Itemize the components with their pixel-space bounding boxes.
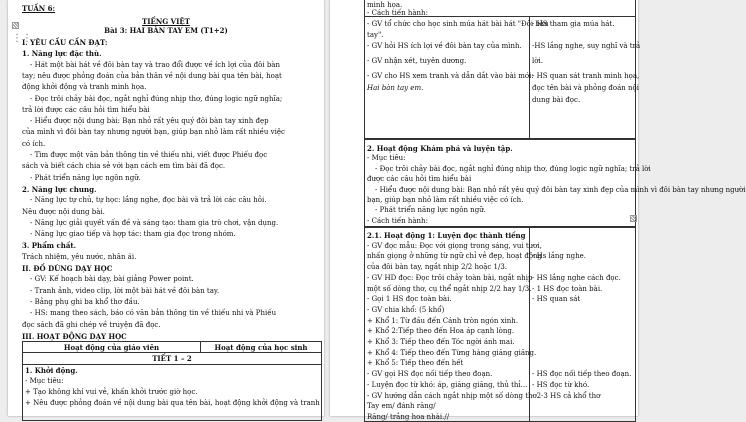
teacher-cell: - Luyện đọc từ khó: áp, giăng giăng, thủ thỉ... (367, 380, 528, 389)
body-line: - Hiểu được nội dung bài: Bạn nhỏ rất yêu quý đôi bàn tay xinh đẹp (30, 117, 269, 126)
teacher-cell: - GV HD đọc: Đọc trôi chảy toàn bài, ngắt nhịp (367, 273, 533, 282)
body-line: được các câu hỏi tìm hiểu bài (367, 175, 472, 184)
section-heading: 1. Năng lực đặc thù. (22, 49, 102, 59)
body-line: của mình vì đôi bàn tay nhưng người bạn, giúp bạn nhỏ làm rất nhiều việc (22, 128, 285, 137)
teacher-cell: tay". (367, 31, 384, 39)
week-title: TUẦN 6: (22, 4, 56, 13)
teacher-cell: của đôi bàn tay, ngắt nhịp 2/2 hoặc 1/3. (367, 263, 508, 272)
section-heading: II. ĐỒ DÙNG DẠY HỌC (22, 264, 113, 273)
teacher-cell: - GV hỏi HS ích lợi về đôi bàn tay của mình. (367, 42, 522, 50)
student-cell: - HS lắng nghe cách đọc. (532, 273, 621, 282)
teacher-cell: - GV chia khổ: (5 khổ) (367, 305, 445, 314)
body-line: đọc sách đã ghi chép về truyện đã đọc. (22, 320, 161, 329)
student-cell: lời. (532, 57, 543, 65)
student-cell: - HS quan sát (532, 295, 581, 304)
teacher-cell: - Gọi 1 HS đọc toàn bài. (367, 295, 452, 304)
teacher-cell: + Khổ 4: Tiếp theo đến Từng hàng giăng giăng. (367, 348, 537, 357)
student-cell: đọc tên bài và phỏng đoán nội (532, 84, 639, 92)
body-line: có ích. (22, 139, 46, 148)
student-cell: - 2-3 HS cả khổ thơ (532, 391, 601, 400)
body-line: - Phát triển năng lực ngôn ngữ. (30, 173, 141, 182)
body-line: tay; nêu được phỏng đoán của bản thân về nội dung bài qua tên bài, hoạt (22, 71, 282, 80)
student-cell: -HS lắng nghe, suy nghĩ và trả (532, 42, 641, 50)
teacher-cell: - GV tổ chức cho học sinh múa hát bài hát "Đôi bàn (367, 20, 549, 28)
teacher-cell: Hai bàn tay em. (367, 84, 424, 92)
body-line: - Tìm được một văn bản thông tin về thiếu nhi, viết được Phiếu đọc (30, 151, 268, 159)
teacher-cell: - GV hướng dẫn cách ngắt nhịp một số dòng thơ. (367, 391, 539, 400)
body-line: - GV: Kế hoạch bài dạy, bài giảng Power point. (30, 275, 194, 284)
section-heading: III. HOẠT ĐỘNG DẠY HỌC (22, 331, 127, 341)
teacher-cell: minh họa. (367, 1, 403, 9)
teacher-cell: nhấn giọng ở những từ ngữ chỉ vẻ đẹp, hoạt động (367, 252, 543, 261)
body-line: - HS: mang theo sách, báo có văn bản thông tin về thiếu nhi và Phiếu (30, 309, 277, 318)
body-line: Trách nhiệm, yêu nước, nhân ái. (22, 252, 137, 261)
body-line: - Cách tiến hành: (367, 216, 428, 225)
body-line: bạn, giúp bạn nhỏ làm rất nhiều việc có ích. (367, 196, 524, 204)
table-row: + Tạo không khí vui vẻ, khấn khởi trước giờ học. (25, 388, 198, 396)
col-student-header: Hoạt động của học sinh (214, 343, 308, 352)
teacher-cell: - GV đọc mẫu: Đọc với giọng trong sáng, vui tươi, (367, 241, 542, 250)
table-part-2 (364, 227, 636, 422)
teacher-cell: + Khổ 5: Tiếp theo đến hết (367, 359, 464, 368)
body-line: sách và biết cách chia sẻ với bạn cách em tìm bài đã đọc. (22, 162, 226, 171)
section-heading: I. YÊU CẦU CẦN ĐẠT: (22, 38, 108, 47)
teacher-cell: 2.1. Hoạt động 1: Luyện đọc thành tiếng (367, 231, 526, 240)
table-row: - Mục tiêu: (25, 377, 64, 385)
teacher-cell: + Khổ 3: Tiếp theo đến Tóc ngời ánh mai. (367, 338, 515, 346)
body-line: - Đọc trôi chảy bài đọc, ngắt nghỉ đúng nhịp thơ, đúng logic ngữ nghĩa; trả lời (375, 164, 651, 173)
body-line: động khởi động và tranh minh họa. (22, 83, 147, 92)
teacher-cell: - GV gọi HS đọc nối tiếp theo đoạn. (367, 370, 493, 379)
table-part-1 (364, 0, 641, 139)
body-line: - Năng lực giao tiếp và hợp tác: tham gia đọc trong nhóm. (30, 230, 236, 239)
body-line: - Năng lực giải quyết vấn đề và sáng tạo: tham gia trò chơi, vận dụng. (30, 218, 279, 227)
teacher-cell: Tay em/ đánh răng/ (367, 402, 436, 411)
section-heading: 2. Năng lực chung. (22, 184, 97, 194)
left-page (8, 0, 324, 416)
student-cell: - 1 HS đọc toàn bài. (532, 284, 603, 293)
table-row: + Nêu được phỏng đoán về nội dung bài qua tên bài, hoạt động khởi động và tranh (25, 399, 320, 407)
right-page (330, 0, 746, 421)
teacher-cell: - GV cho HS xem tranh và dẫn dắt vào bài mới: (367, 72, 534, 80)
section-heading: 3. Phẩm chất. (22, 241, 77, 251)
teacher-cell: - Cách tiến hành: (367, 9, 428, 17)
teacher-cell: + Khổ 1: Từ đầu đến Cánh tròn ngón xinh. (367, 316, 519, 325)
body-line: - Hiểu được nội dung bài: Bạn nhỏ rất yêu quý đôi bàn tay xinh đẹp của mình vì đôi bàn tay nhưng người (375, 185, 746, 194)
body-line: - Tranh ảnh, video clip, lời một bài hát về đôi bàn tay. (30, 286, 220, 295)
resize-icon[interactable] (630, 215, 637, 222)
teacher-cell: - GV nhận xét, tuyên dương. (367, 57, 467, 65)
body-line: - Đọc trôi chảy bài đọc, ngắt nghỉ đúng nhịp thơ, đúng logic ngữ nghĩa; (30, 94, 283, 103)
section-2-box (364, 139, 746, 227)
table-row: 1. Khởi động. (25, 366, 78, 375)
drag-handle-icon[interactable]: ⋮⋮ (12, 33, 32, 44)
period-label: TIẾT 1 – 2 (152, 354, 192, 363)
body-line: - Năng lực tự chủ, tự học: lắng nghe, đọc bài và trả lời các câu hỏi. (30, 196, 267, 205)
lesson-title: Bài 3: HAI BÀN TAY EM (T1+2) (104, 26, 228, 35)
teacher-cell: Răng/ trắng hoa nhài.// (367, 412, 450, 421)
body-line: Nêu được nội dung bài. (22, 207, 105, 216)
student-cell: dung bài đọc. (532, 96, 581, 104)
body-line: - Phát triển năng lực ngôn ngữ. (375, 206, 486, 215)
col-teacher-header: Hoạt động của giáo viên (63, 343, 160, 352)
activity-table (22, 341, 322, 421)
student-cell: - HS tham gia múa hát. (532, 20, 615, 28)
body-line: - Mục tiêu: (367, 154, 406, 163)
body-line: - Hát một bài hát về đôi bàn tay và trao đổi được về ích lợi của đôi bàn (30, 60, 280, 69)
student-cell: - HS đọc nối tiếp theo đoạn. (532, 370, 632, 379)
body-line: - Bảng phụ ghi ba khổ thơ đầu. (30, 297, 140, 306)
teacher-cell: + Khổ 2:Tiếp theo đến Hoa áp cạnh lòng. (367, 327, 515, 336)
student-cell: - HS đọc từ khó. (532, 380, 590, 389)
body-line: trả lời được các câu hỏi tìm hiểu bài (22, 105, 150, 114)
section-heading: 2. Hoạt động Khám phá và luyện tập. (367, 144, 513, 153)
subject-title: TIẾNG VIỆT (142, 17, 190, 26)
student-cell: - HS quan sát tranh minh họa, (532, 72, 640, 80)
student-cell: - Hs lắng nghe. (532, 252, 587, 261)
teacher-cell: một số dòng thơ, cụ thể ngắt nhịp 2/2 hay 1/3. (367, 284, 532, 293)
